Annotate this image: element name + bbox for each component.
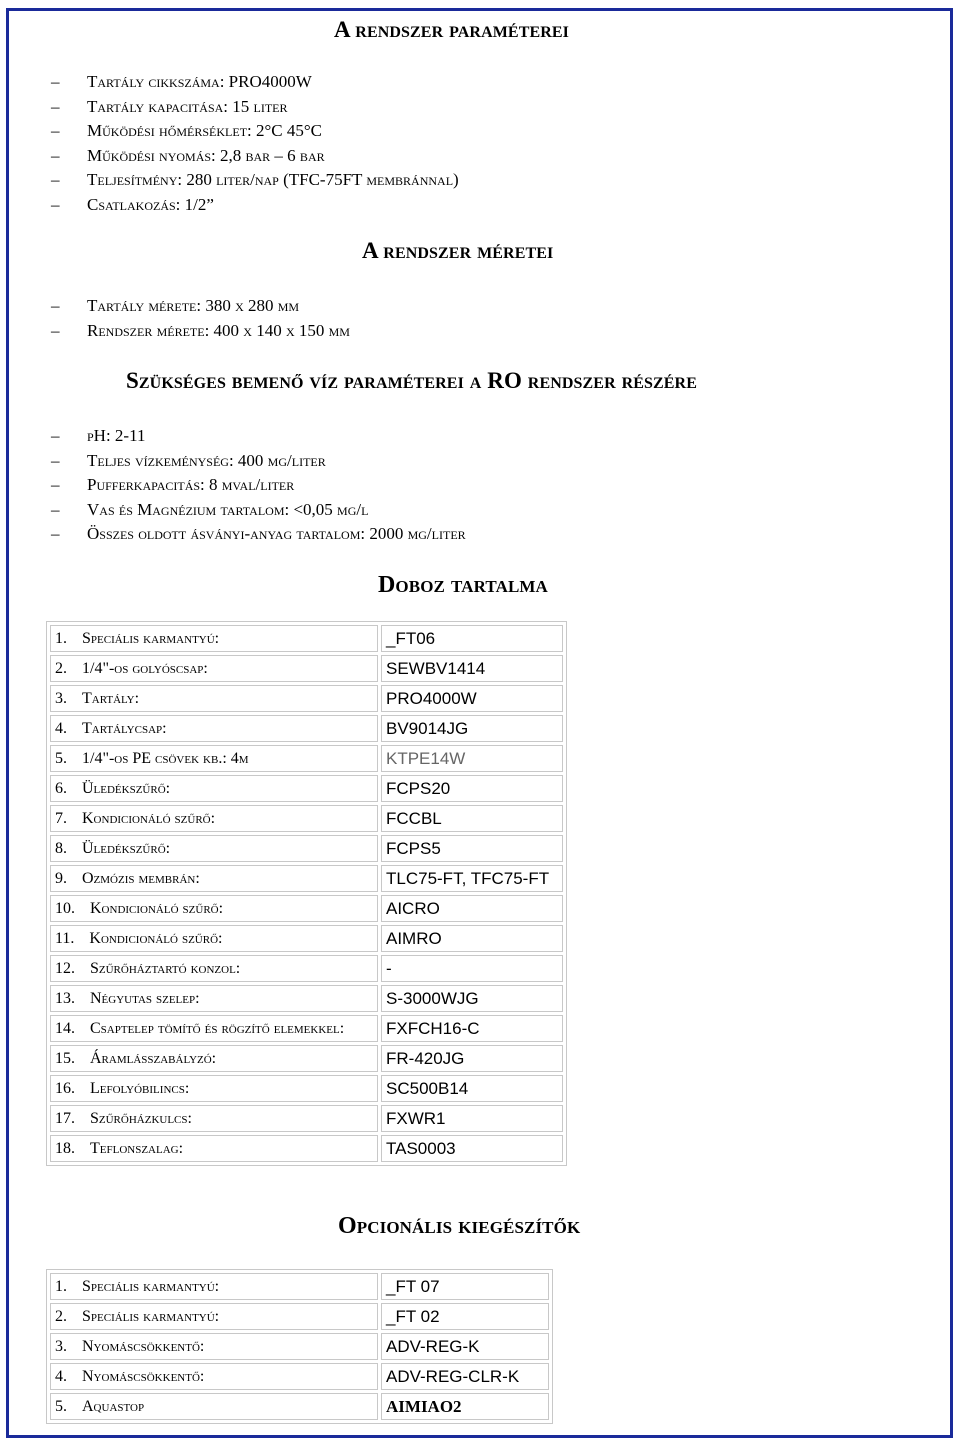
item-description: Ozmózis membrán: [82, 869, 200, 887]
table-row [50, 1273, 549, 1300]
list-item: – Teljesítmény: 280 liter/nap (TFC-75FT membránnal) [51, 170, 459, 190]
item-number: 12. [55, 959, 75, 977]
item-description: Speciális karmantyú: [82, 1307, 220, 1325]
item-number: 17. [55, 1109, 75, 1127]
item-code: _FT 07 [381, 1273, 549, 1300]
item-number: 11. [55, 929, 75, 947]
item-description-cell [50, 685, 378, 712]
list-item: – pH: 2-11 [51, 426, 146, 445]
system-params-list [0, 70, 459, 218]
item-code: - [381, 955, 563, 982]
table-row [50, 835, 563, 862]
item-code: FCPS20 [381, 775, 563, 802]
item-number: 8. [55, 839, 67, 857]
item-description-cell [50, 625, 378, 652]
item-number: 9. [55, 869, 67, 887]
item-description-cell [50, 1015, 378, 1042]
list-item: – Összes oldott ásványi-anyag tartalom: 2000 mg/liter [51, 524, 466, 544]
item-description-cell [50, 1393, 378, 1420]
list-item: – Működési hőmérséklet: 2°C 45°C [51, 121, 323, 141]
item-number: 14. [55, 1019, 75, 1037]
table-row [50, 685, 563, 712]
item-description: Kondicionáló szűrő: [82, 809, 216, 827]
item-code: FCCBL [381, 805, 563, 832]
item-code: KTPE14W [381, 745, 563, 772]
list-item: – Működési nyomás: 2,8 bar – 6 bar [51, 145, 325, 165]
item-code: _FT06 [381, 625, 563, 652]
item-description-cell [50, 655, 378, 682]
list-item: – Teljes vízkeménység: 400 mg/liter [51, 450, 326, 470]
item-description: Speciális karmantyú: [82, 629, 220, 647]
heading-system-params: A rendszer paraméterei [334, 17, 569, 42]
heading-optional-accessories: Opcionális kiegészítők [338, 1213, 581, 1239]
table-row [50, 985, 563, 1012]
item-description-cell [50, 1363, 378, 1390]
list-item: – Pufferkapacitás: 8 mval/liter [51, 475, 295, 495]
item-number: 3. [55, 689, 67, 707]
table-row [50, 1303, 549, 1330]
optional-accessories-table [46, 1269, 553, 1424]
table-row [50, 625, 563, 652]
item-description: Csaptelep tömítő és rögzítő elemekkel: [90, 1019, 345, 1037]
system-dimensions-list [0, 294, 350, 343]
list-item: – Vas és Magnézium tartalom: <0,05 mg/l [51, 499, 369, 519]
table-row [50, 1045, 563, 1072]
item-number: 2. [55, 1307, 67, 1325]
item-number: 1. [55, 1277, 67, 1295]
item-code: AIMIAO2 [381, 1393, 549, 1420]
item-description-cell [50, 1135, 378, 1162]
item-description-cell [50, 1303, 378, 1330]
item-description-cell [50, 835, 378, 862]
item-description-cell [50, 775, 378, 802]
item-code: TLC75-FT, TFC75-FT [381, 865, 563, 892]
item-number: 7. [55, 809, 67, 827]
item-description: Szűrőháztartó konzol: [90, 959, 241, 977]
item-code: AICRO [381, 895, 563, 922]
item-number: 3. [55, 1337, 67, 1355]
item-description: Aquastop [82, 1397, 145, 1415]
item-number: 10. [55, 899, 75, 917]
item-description: 1/4"-os golyóscsap: [82, 659, 208, 677]
item-description-cell [50, 745, 378, 772]
item-code: SC500B14 [381, 1075, 563, 1102]
heading-box-contents: Doboz tartalma [378, 572, 548, 598]
item-description-cell [50, 1273, 378, 1300]
item-code: AIMRO [381, 925, 563, 952]
table-row [50, 745, 563, 772]
list-item: – Rendszer mérete: 400 x 140 x 150 mm [51, 320, 350, 340]
item-code: BV9014JG [381, 715, 563, 742]
item-code: SEWBV1414 [381, 655, 563, 682]
table-row [50, 925, 563, 952]
list-item: – Tartály kapacitása: 15 liter [51, 96, 288, 116]
list-item: – Tartály mérete: 380 x 280 mm [51, 296, 300, 315]
list-item: – Tartály cikkszáma: PRO4000W [51, 72, 312, 91]
item-code: TAS0003 [381, 1135, 563, 1162]
table-row [50, 955, 563, 982]
item-description: Üledékszűrő: [82, 779, 171, 797]
table-row [50, 1105, 563, 1132]
item-description: Nyomáscsökkentő: [82, 1337, 205, 1355]
item-description: 1/4"-os PE csövek kb.: 4m [82, 749, 249, 767]
item-description-cell [50, 955, 378, 982]
item-description-cell [50, 895, 378, 922]
heading-system-dimensions: A rendszer méretei [362, 238, 554, 263]
item-description: Lefolyóbilincs: [90, 1079, 190, 1097]
item-number: 18. [55, 1139, 75, 1157]
table-row [50, 775, 563, 802]
item-description-cell [50, 1045, 378, 1072]
table-row [50, 1333, 549, 1360]
item-description-cell [50, 925, 378, 952]
table-row [50, 1075, 563, 1102]
item-description-cell [50, 715, 378, 742]
item-description: Kondicionáló szűrő: [89, 929, 223, 947]
table-row [50, 715, 563, 742]
item-number: 15. [55, 1049, 75, 1067]
item-description: Négyutas szelep: [90, 989, 200, 1007]
item-description: Üledékszűrő: [82, 839, 171, 857]
table-row [50, 805, 563, 832]
item-code: ADV-REG-CLR-K [381, 1363, 549, 1390]
item-description-cell [50, 1105, 378, 1132]
table-row [50, 895, 563, 922]
item-number: 4. [55, 1367, 67, 1385]
table-row [50, 655, 563, 682]
item-description: Tartálycsap: [82, 719, 167, 737]
item-code: S-3000WJG [381, 985, 563, 1012]
item-description: Nyomáscsökkentő: [82, 1367, 205, 1385]
item-code: PRO4000W [381, 685, 563, 712]
item-code: _FT 02 [381, 1303, 549, 1330]
item-description: Áramlásszabályzó: [90, 1049, 217, 1067]
item-description-cell [50, 1075, 378, 1102]
table-row [50, 1363, 549, 1390]
item-code: FR-420JG [381, 1045, 563, 1072]
item-code: FCPS5 [381, 835, 563, 862]
item-number: 6. [55, 779, 67, 797]
item-code: FXFCH16-C [381, 1015, 563, 1042]
table-row [50, 865, 563, 892]
item-number: 1. [55, 629, 67, 647]
item-number: 2. [55, 659, 67, 677]
item-description: Teflonszalag: [90, 1139, 184, 1157]
item-number: 5. [55, 1397, 67, 1415]
item-number: 5. [55, 749, 67, 767]
item-description: Tartály: [82, 689, 140, 707]
box-contents-table [46, 621, 567, 1166]
heading-input-water: Szükséges bemenő víz paraméterei a RO rendszer részére [126, 368, 697, 393]
table-row [50, 1135, 563, 1162]
item-description: Kondicionáló szűrő: [90, 899, 224, 917]
list-item: – Csatlakozás: 1/2” [51, 194, 214, 214]
item-code: ADV-REG-K [381, 1333, 549, 1360]
item-description-cell [50, 805, 378, 832]
item-number: 16. [55, 1079, 75, 1097]
item-description-cell [50, 985, 378, 1012]
item-description: Speciális karmantyú: [82, 1277, 220, 1295]
item-description-cell [50, 865, 378, 892]
item-number: 13. [55, 989, 75, 1007]
item-number: 4. [55, 719, 67, 737]
item-description-cell [50, 1333, 378, 1360]
table-row [50, 1393, 549, 1420]
item-description: Szűrőházkulcs: [90, 1109, 192, 1127]
input-water-list [0, 424, 466, 547]
table-row [50, 1015, 563, 1042]
item-code: FXWR1 [381, 1105, 563, 1132]
